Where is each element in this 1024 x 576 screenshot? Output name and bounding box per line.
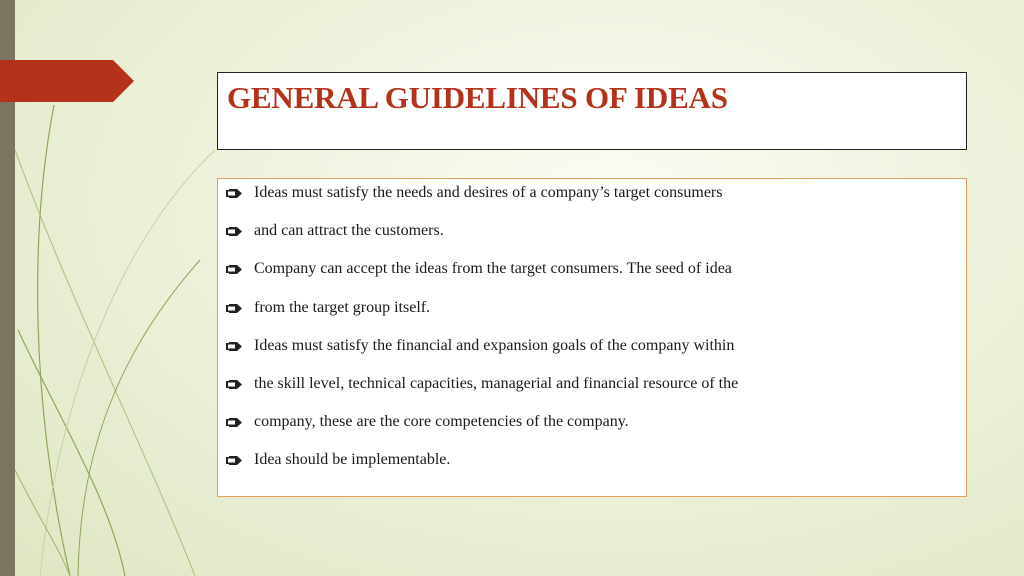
bullet-text: Company can accept the ideas from the target consumers. The seed of idea bbox=[254, 260, 732, 278]
pencil-arrow-icon bbox=[226, 456, 242, 465]
bullet-item bbox=[218, 374, 966, 412]
bullet-list bbox=[218, 183, 966, 489]
bullet-item bbox=[218, 259, 966, 297]
bullet-text: Ideas must satisfy the financial and expansion goals of the company within bbox=[254, 336, 735, 354]
bullet-item bbox=[218, 450, 966, 488]
bullet-text: Ideas must satisfy the needs and desires of a company’s target consumers bbox=[254, 184, 723, 201]
bullet-text: from the target group itself. bbox=[254, 298, 431, 316]
pencil-arrow-icon bbox=[226, 265, 242, 274]
bullet-item bbox=[218, 183, 966, 221]
accent-arrow-tab bbox=[0, 60, 134, 102]
bullet-item bbox=[218, 336, 966, 374]
bullet-item bbox=[218, 221, 966, 259]
bullet-text: and can attract the customers. bbox=[254, 222, 444, 240]
bullet-text: the skill level, technical capacities, managerial and financial resource of the bbox=[254, 374, 739, 392]
pencil-arrow-icon bbox=[226, 227, 242, 236]
pencil-arrow-icon bbox=[226, 189, 242, 198]
pencil-arrow-icon bbox=[226, 304, 242, 313]
pencil-arrow-icon bbox=[226, 342, 242, 351]
pencil-arrow-icon bbox=[226, 418, 242, 427]
pencil-arrow-icon bbox=[226, 380, 242, 389]
title-box bbox=[217, 72, 967, 150]
bullet-text: Idea should be implementable. bbox=[254, 451, 451, 469]
content-box bbox=[217, 178, 967, 497]
bullet-item bbox=[218, 298, 966, 336]
bullet-item bbox=[218, 412, 966, 450]
slide-title: GENERAL GUIDELINES OF IDEAS bbox=[227, 80, 728, 115]
bullet-text: company, these are the core competencies of the company. bbox=[254, 413, 629, 431]
